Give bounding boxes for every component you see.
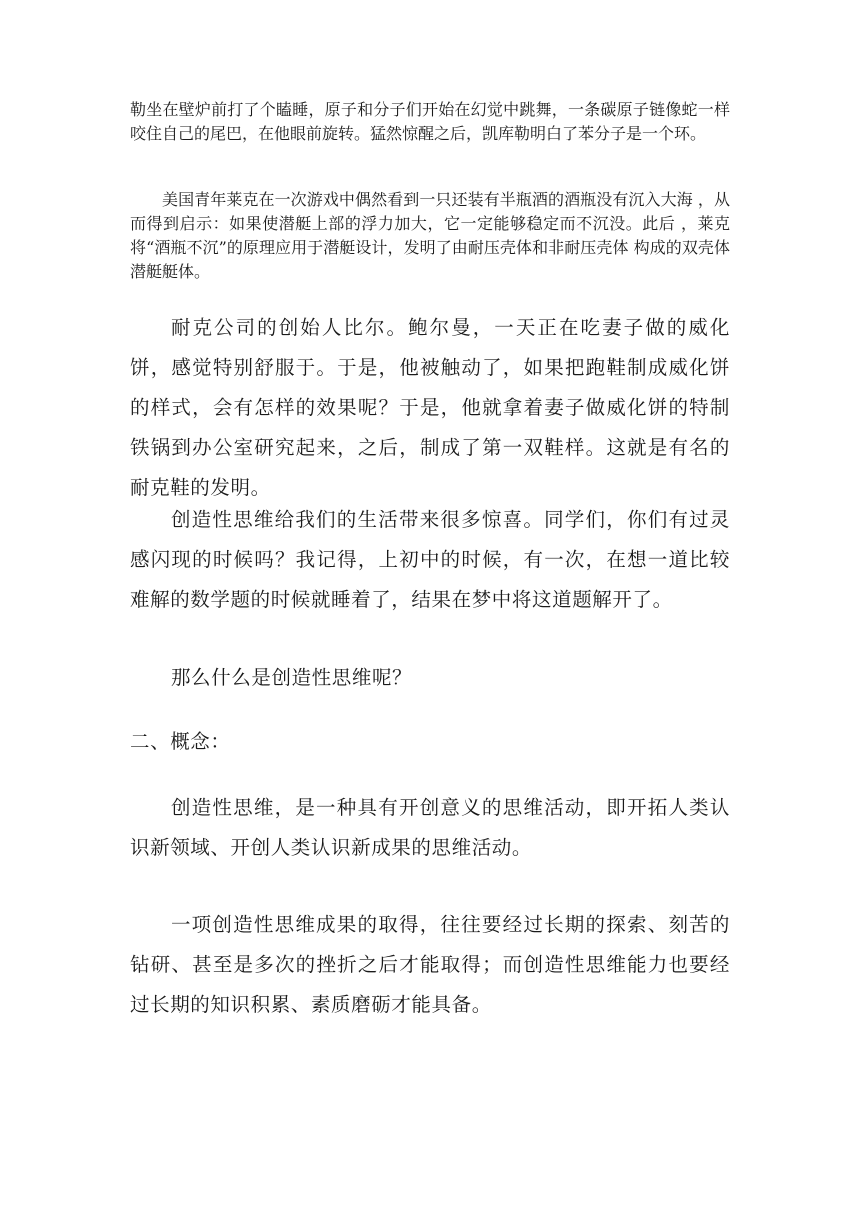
paragraph-lake-submarine: 美国青年莱克在一次游戏中偶然看到一只还装有半瓶酒的酒瓶没有沉入大海 ，从而得到启示：如果使潜艇上部的浮力加大，它一定能够稳定而不沉没。此后 ，莱克将“酒瓶不沉”的原理应用于潜艇设计，发明了由耐压壳体和非耐压壳体 构成的双壳体潜艇艇体。 bbox=[130, 190, 730, 281]
paragraph-question: 那么什么是创造性思维呢？ bbox=[170, 666, 413, 689]
paragraph-definition: 创造性思维，是一种具有开创意义的思维活动，即开拓人类认识新领域、开创人类认识新成果的思维活动。 bbox=[130, 796, 730, 859]
paragraph-creative-surprises: 创造性思维给我们的生活带来很多惊喜。同学们，你们有过灵感闪现的时候吗？我记得，上初中的时候，有一次，在想一道比较难解的数学题的时候就睡着了，结果在梦中将这道题解开了。 bbox=[130, 508, 730, 611]
paragraph-kekule: 勒坐在壁炉前打了个瞌睡，原子和分子们开始在幻觉中跳舞，一条碳原子链像蛇一样咬住自己的尾巴，在他眼前旋转。猛然惊醒之后，凯库勒明白了苯分子是一个环。 bbox=[130, 100, 730, 143]
section-heading-concept: 二、概念： bbox=[130, 730, 231, 753]
paragraph-nike: 耐克公司的创始人比尔。鲍尔曼，一天正在吃妻子做的威化饼，感觉特别舒服于。于是，他被触动了，如果把跑鞋制成威化饼的样式，会有怎样的效果呢？于是，他就拿着妻子做威化饼的特制铁锅到办公室研究起来，之后，制成了第一双鞋样。这就是有名的耐克鞋的发明。 bbox=[130, 316, 730, 499]
paragraph-achievement: 一项创造性思维成果的取得，往往要经过长期的探索、刻苦的钻研、甚至是多次的挫折之后才能取得；而创造性思维能力也要经过长期的知识积累、素质磨砺才能具备。 bbox=[130, 913, 730, 1016]
